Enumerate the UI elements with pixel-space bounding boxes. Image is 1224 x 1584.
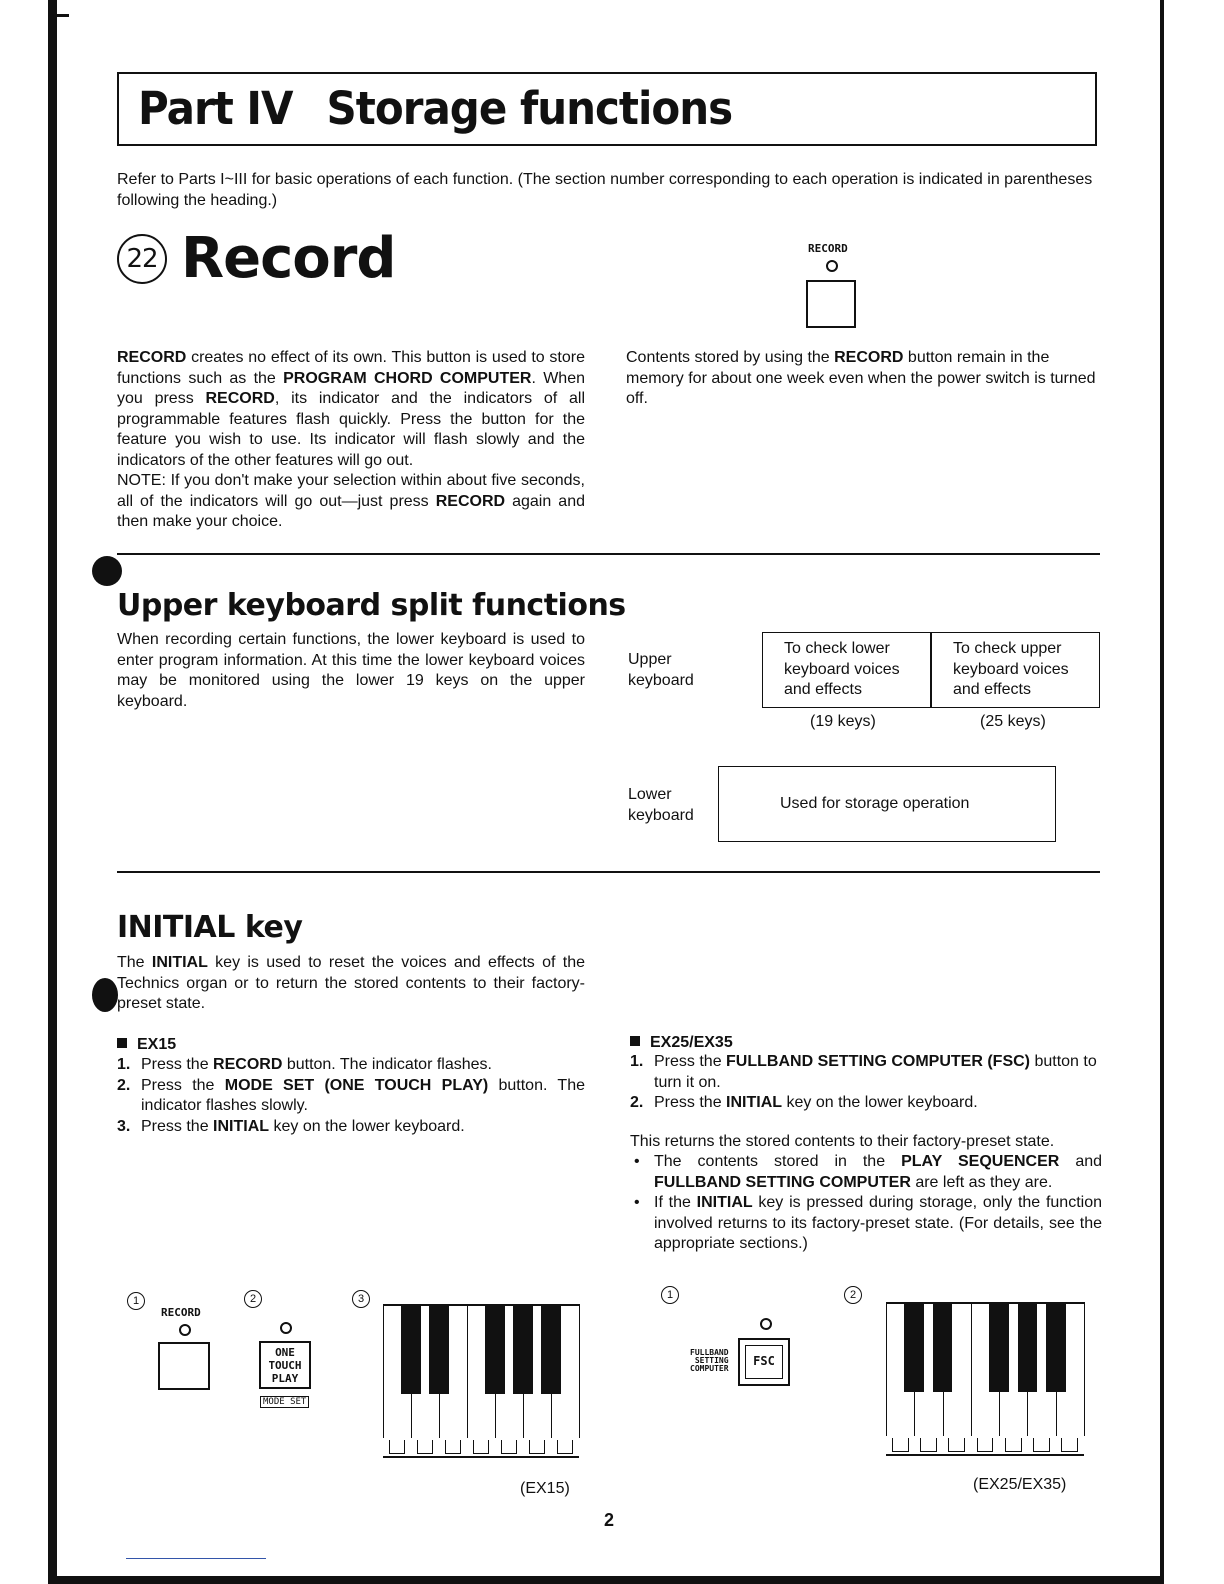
page-border-right (1160, 0, 1164, 1584)
section-divider (117, 553, 1100, 555)
white-key-edge (467, 1304, 468, 1438)
page-border-left (48, 0, 57, 1584)
fullband-line: SETTING (694, 1356, 729, 1365)
keys-25: (25 keys) (980, 713, 1046, 730)
split-body: When recording certain functions, the lower keyboard is used to enter program information. At this time the lower keyboard voices may be monitored using the lower 19 keys on the upper keyboard. (117, 631, 585, 710)
ex15-steps (117, 1055, 585, 1137)
bullet-text: and (1059, 1153, 1103, 1170)
fig-record-indicator-icon (179, 1324, 191, 1336)
ex15-model: EX15 (137, 1036, 177, 1053)
record-description-right (626, 348, 1098, 410)
registration-dot (92, 556, 122, 586)
initial-body-pre: The (117, 954, 152, 971)
fig-fsc-button (738, 1338, 790, 1386)
cell-storage: Used for storage operation (780, 795, 970, 812)
black-key (1018, 1302, 1038, 1392)
step-1-badge-ex25: 1 (661, 1286, 679, 1304)
keys-19: (19 keys) (810, 713, 876, 730)
bullet-text: The contents stored in the (654, 1153, 902, 1170)
record-text-2: . When you press (117, 369, 585, 407)
bullet-text: If the (654, 1194, 697, 1211)
black-key (401, 1304, 421, 1394)
step-bold: MODE SET (ONE TOUCH PLAY) (224, 1076, 489, 1094)
keyboard-ex15 (383, 1304, 579, 1460)
fig-fsc-indicator-icon (760, 1318, 772, 1330)
key-bracket (557, 1440, 574, 1454)
record-title: Record (181, 226, 396, 291)
white-key-edge (1084, 1302, 1085, 1436)
black-key (904, 1302, 924, 1392)
bullet-bold: FULLBAND SETTING COMPUTER (654, 1173, 911, 1191)
step-text: button to turn it on. (654, 1053, 1097, 1091)
key-bracket (920, 1438, 937, 1452)
step-text: Press the (141, 1076, 225, 1094)
initial-body (117, 953, 585, 1015)
record-description-left (117, 348, 585, 533)
step-2-badge-ex25: 2 (844, 1286, 862, 1304)
key-bracket (1005, 1438, 1022, 1452)
keyboard-ex25 (886, 1302, 1084, 1458)
black-key (933, 1302, 953, 1392)
ex25-steps (630, 1052, 1102, 1114)
square-bullet-icon (117, 1038, 127, 1048)
bullet-text: are left as they are. (910, 1173, 1053, 1191)
record-button-icon (806, 280, 856, 328)
otp-line: ONE (275, 1346, 295, 1359)
initial-body-post: key is used to reset the voices and effects of the Technics organ or to return the stored contents to their factory-preset state. (117, 954, 585, 1012)
step-text: Press the (654, 1094, 727, 1111)
key-bracket (1061, 1438, 1078, 1452)
white-key-edge (383, 1304, 384, 1438)
black-key (1046, 1302, 1066, 1392)
fig-mode-indicator-icon (280, 1322, 292, 1334)
record-right-text-1: Contents stored by using the (626, 349, 835, 366)
key-bracket (892, 1438, 909, 1452)
step-bold: RECORD (213, 1056, 283, 1073)
page-number: 2 (604, 1510, 615, 1530)
step-2-badge: 2 (244, 1290, 262, 1308)
cell-upper-voices: To check upper keyboard voices and effects (953, 640, 1069, 698)
bold-program-chord: PROGRAM CHORD COMPUTER (283, 369, 532, 387)
key-bracket (1033, 1438, 1050, 1452)
black-key (513, 1304, 533, 1394)
fullband-line: COMPUTER (690, 1364, 729, 1373)
step-item (117, 1076, 585, 1117)
bold-record-2: RECORD (205, 390, 275, 407)
otp-line: TOUCH (268, 1359, 302, 1372)
corner-mark (57, 14, 69, 17)
step-bold: INITIAL (726, 1094, 783, 1111)
step-number: 1. (117, 1056, 131, 1073)
white-key-edge (579, 1304, 580, 1438)
fsc-label: FSC (745, 1345, 783, 1379)
intro-text: Refer to Parts I~III for basic operations of each function. (The section number corresponding to each operation is indicated in parentheses following the heading.) (117, 171, 1093, 209)
step-text: Press the (654, 1053, 727, 1070)
bullet-bold: PLAY SEQUENCER (901, 1153, 1060, 1170)
step-number: 2. (117, 1076, 131, 1094)
section-number-badge: 22 (117, 234, 167, 284)
key-bracket (529, 1440, 546, 1454)
black-key (429, 1304, 449, 1394)
step-item (117, 1055, 585, 1076)
step-1-badge: 1 (127, 1292, 145, 1310)
black-key (541, 1304, 561, 1394)
record-indicator-icon (826, 260, 838, 272)
section-divider-2 (117, 871, 1100, 873)
record-note-end: again and then make your choice. (117, 492, 585, 530)
split-heading: Upper keyboard split functions (117, 588, 626, 623)
step-bold: FULLBAND SETTING COMPUTER (FSC) (726, 1053, 1031, 1070)
bold-record: RECORD (117, 349, 187, 366)
ex25-summary: This returns the stored contents to their factory-preset state. (630, 1133, 1055, 1150)
step-text: key on the lower keyboard. (782, 1094, 978, 1111)
record-text-3: , its indicator and the indicators of all programmable features flash quickly. Press the button for the feature you wish to use. Its indicator will flash slowly and the indicators of the other features will go out. (117, 390, 586, 469)
bullet-item (630, 1193, 1102, 1255)
square-bullet-icon (630, 1036, 640, 1046)
step-bold: INITIAL (213, 1117, 270, 1135)
step-text: button. The indicator flashes slowly. (141, 1076, 585, 1114)
bold-record-right: RECORD (834, 349, 904, 366)
step-item (117, 1117, 585, 1138)
caption-ex15: (EX15) (520, 1480, 570, 1497)
white-key-edge (886, 1302, 887, 1436)
ex25-model: EX25/EX35 (650, 1034, 733, 1051)
fig-mode-set-label: MODE SET (260, 1396, 309, 1408)
step-number: 2. (630, 1094, 644, 1111)
black-key (485, 1304, 505, 1394)
caption-ex25: (EX25/EX35) (973, 1476, 1067, 1493)
step-item (630, 1052, 1102, 1093)
key-bracket (417, 1440, 434, 1454)
otp-line: PLAY (271, 1372, 299, 1385)
ex25-bullets (630, 1152, 1102, 1255)
cell-lower-voices: To check lower keyboard voices and effects (784, 640, 900, 698)
step-text: key on the lower keyboard. (269, 1117, 465, 1135)
bold-record-3: RECORD (435, 492, 506, 510)
record-text-1: creates no effect of its own. This button is used to store functions such as the (117, 349, 585, 387)
white-key-edge (971, 1302, 972, 1436)
black-key (989, 1302, 1009, 1392)
keyboard-base-line (383, 1456, 579, 1458)
bold-initial: INITIAL (151, 954, 208, 971)
record-right-text-2: button remain in the memory for about one week even when the power switch is turned off. (626, 349, 1096, 407)
step-number: 3. (117, 1117, 131, 1135)
table-divider (930, 632, 932, 708)
step-text: Press the (141, 1056, 214, 1073)
step-item (630, 1093, 1102, 1114)
fig-fullband-label (690, 1349, 729, 1373)
part-name: Storage functions (326, 82, 733, 135)
initial-heading: INITIAL key (117, 910, 303, 945)
page-border-bottom (48, 1576, 1164, 1584)
key-bracket (501, 1440, 518, 1454)
fig-record-label: RECORD (161, 1306, 201, 1319)
record-heading (117, 226, 395, 291)
key-bracket (445, 1440, 462, 1454)
keyboard-base-line (886, 1454, 1084, 1456)
part-title (138, 82, 732, 135)
ex15-heading (117, 1035, 176, 1056)
upper-keyboard-label: Upper keyboard (628, 651, 694, 689)
step-3-badge: 3 (352, 1290, 370, 1308)
fig-one-touch-play-button (259, 1341, 311, 1389)
record-button-label: RECORD (808, 242, 848, 255)
key-bracket (948, 1438, 965, 1452)
footer-rule (126, 1558, 266, 1559)
record-note: NOTE: If you don't make your selection within about five seconds, all of the indicators will go out—just press (117, 472, 585, 510)
ex25-heading (630, 1033, 733, 1054)
step-text: Press the (141, 1117, 214, 1135)
bullet-bold: INITIAL (696, 1194, 753, 1211)
part-number: Part IV (138, 82, 293, 135)
bullet-item (630, 1152, 1102, 1193)
bullet-text: key is pressed during storage, only the function involved returns to its factory-preset state. (For details, see the appropriate sections.) (654, 1194, 1103, 1252)
step-text: button. The indicator flashes. (282, 1056, 492, 1073)
fig-record-button-icon (158, 1342, 210, 1390)
key-bracket (977, 1438, 994, 1452)
fullband-line: FULLBAND (690, 1348, 729, 1357)
step-number: 1. (630, 1053, 644, 1070)
key-bracket (473, 1440, 490, 1454)
lower-keyboard-label: Lower keyboard (628, 786, 694, 824)
key-bracket (389, 1440, 406, 1454)
registration-dot-2 (92, 978, 118, 1012)
